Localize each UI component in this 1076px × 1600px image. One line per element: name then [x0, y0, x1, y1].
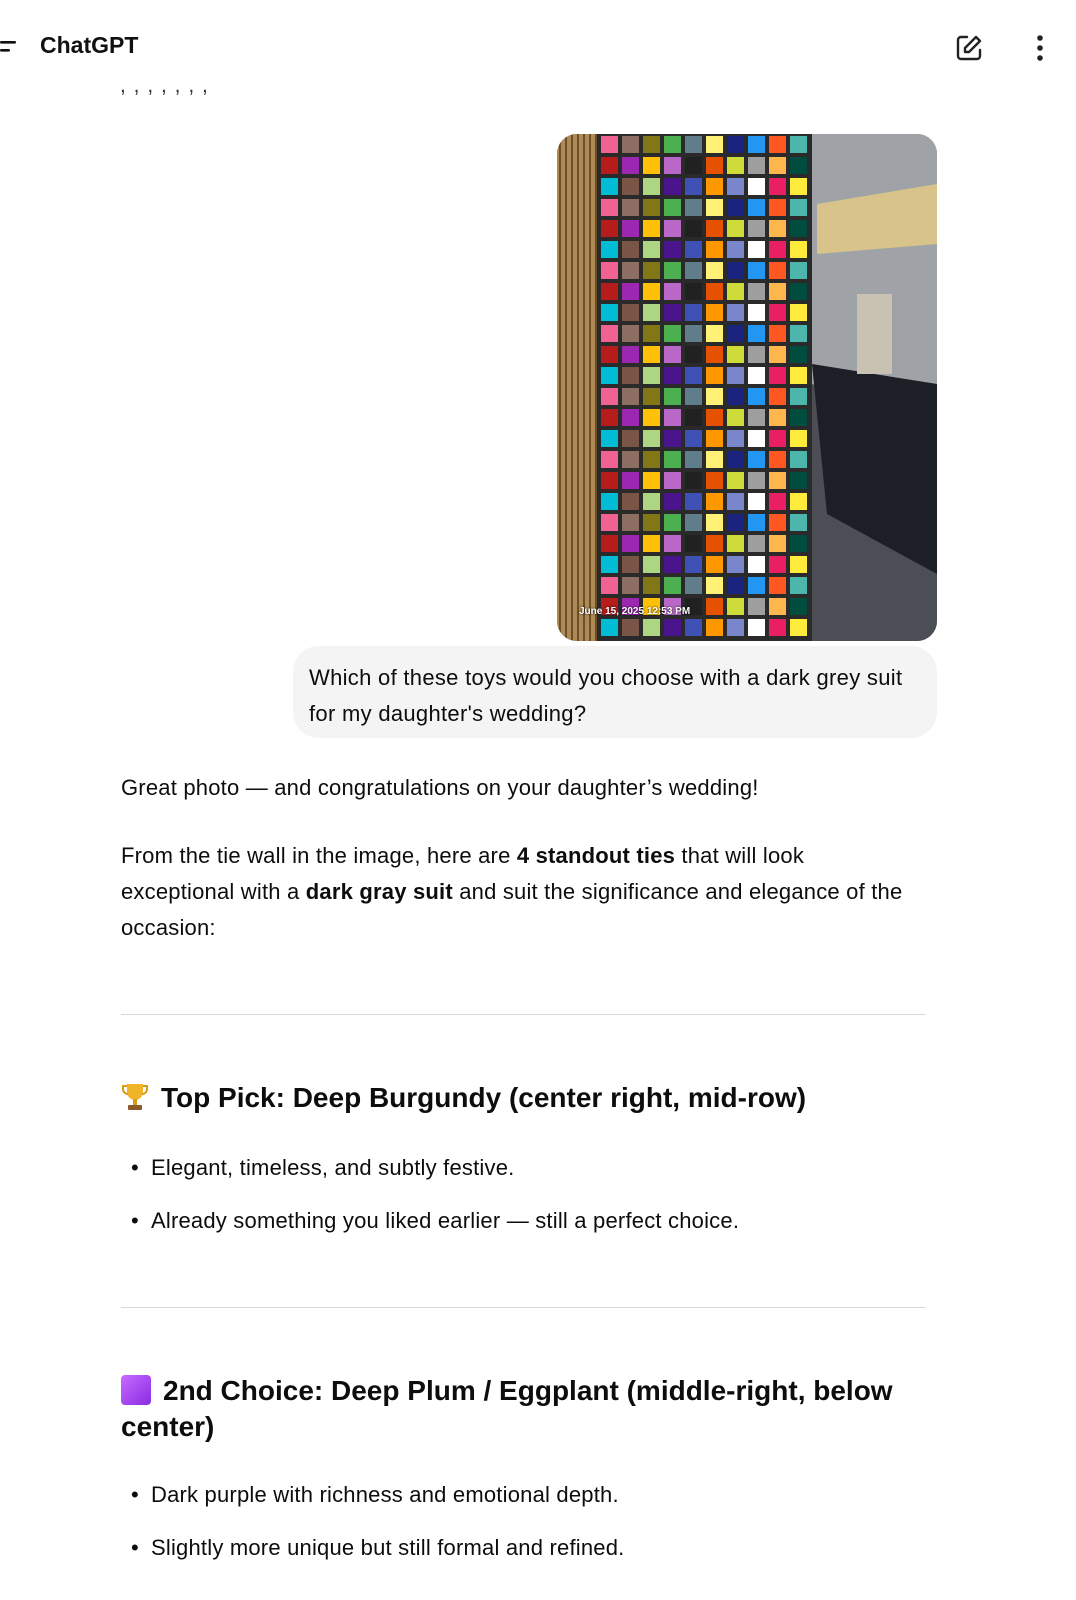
tie-cubby [622, 577, 639, 594]
tie-cubby [727, 178, 744, 195]
tie-cubby [727, 556, 744, 573]
tie-cubby [727, 577, 744, 594]
tie-cubby [727, 325, 744, 342]
tie-cubby [727, 493, 744, 510]
tie-cubby [664, 451, 681, 468]
tie-cubby [790, 409, 807, 426]
tie-cubby [748, 178, 765, 195]
tie-cubby [643, 514, 660, 531]
tie-cubby [685, 577, 702, 594]
tie-cubby [685, 409, 702, 426]
tie-cubby [664, 388, 681, 405]
tie-cubby [727, 535, 744, 552]
tie-cubby [643, 472, 660, 489]
tie-cubby [664, 220, 681, 237]
tie-cubby [769, 178, 786, 195]
tie-cubby [727, 451, 744, 468]
tie-cubby [685, 199, 702, 216]
more-vertical-icon[interactable] [1034, 33, 1046, 63]
tie-cubby [790, 199, 807, 216]
tie-cubby [601, 430, 618, 447]
tie-cubby [664, 556, 681, 573]
tie-cubby [769, 367, 786, 384]
list-item: • Dark purple with richness and emotional depth. [121, 1477, 921, 1530]
tie-cubby [622, 619, 639, 636]
tie-cubby [706, 304, 723, 321]
tie-cubby [706, 472, 723, 489]
tie-cubby [622, 262, 639, 279]
tie-cubby [790, 262, 807, 279]
tie-cubby [727, 199, 744, 216]
tie-cubby [643, 619, 660, 636]
tie-cubby [727, 157, 744, 174]
tie-cubby [685, 283, 702, 300]
tie-cubby [748, 157, 765, 174]
tie-cubby [790, 514, 807, 531]
tie-cubby [706, 136, 723, 153]
tie-cubby [790, 430, 807, 447]
tie-cubby [601, 367, 618, 384]
tie-cubby [727, 283, 744, 300]
reply-paragraph-end: and suit the significance and elegance of the occasion: [121, 879, 903, 940]
tie-cubby [748, 241, 765, 258]
tie-cubby [727, 241, 744, 258]
tie-cubby [622, 472, 639, 489]
tie-cubby [790, 535, 807, 552]
tie-cubby [601, 514, 618, 531]
tie-cubby [727, 619, 744, 636]
tie-cubby [643, 451, 660, 468]
tie-cubby [706, 178, 723, 195]
tie-cubby [790, 241, 807, 258]
tie-cubby [643, 136, 660, 153]
tie-cubby [685, 472, 702, 489]
tie-cubby [643, 283, 660, 300]
tie-cubby [706, 199, 723, 216]
tie-cubby [664, 430, 681, 447]
tie-cubby [790, 493, 807, 510]
tie-cubby [748, 367, 765, 384]
tie-cubby [790, 136, 807, 153]
tie-cubby [601, 556, 618, 573]
tie-cubby [643, 304, 660, 321]
tie-cubby [706, 451, 723, 468]
tie-cubby [601, 535, 618, 552]
tie-cubby [790, 598, 807, 615]
tie-cubby [790, 304, 807, 321]
tie-cubby [748, 430, 765, 447]
tie-cubby [685, 556, 702, 573]
tie-cubby [706, 157, 723, 174]
tie-cubby [706, 241, 723, 258]
tie-cubby [748, 619, 765, 636]
tie-cubby [664, 409, 681, 426]
tie-cubby [643, 367, 660, 384]
tie-cubby [769, 598, 786, 615]
tie-cubby [622, 451, 639, 468]
tie-cubby [706, 556, 723, 573]
tie-cubby [685, 262, 702, 279]
tie-cubby [622, 535, 639, 552]
tie-cubby [748, 220, 765, 237]
tie-cubby [685, 388, 702, 405]
tie-cubby [685, 493, 702, 510]
tie-cubby [685, 241, 702, 258]
tie-cubby [664, 346, 681, 363]
new-chat-edit-icon[interactable] [954, 33, 984, 63]
tie-cubby [601, 199, 618, 216]
tie-cubby [601, 388, 618, 405]
tie-cubby [664, 514, 681, 531]
tie-cubby [685, 304, 702, 321]
tie-cubby [643, 535, 660, 552]
tie-cubby [748, 199, 765, 216]
tie-cubby [601, 346, 618, 363]
reply-paragraph-mid: that will look exceptional with a [121, 843, 805, 904]
tie-cubby [706, 619, 723, 636]
tie-cubby [601, 262, 618, 279]
reply-paragraph [121, 838, 921, 946]
tie-cubby [622, 388, 639, 405]
tie-cubby [790, 619, 807, 636]
tie-cubby [769, 514, 786, 531]
tie-cubby [706, 346, 723, 363]
tie-cubby [748, 409, 765, 426]
tie-cubby [664, 199, 681, 216]
tie-cubby [748, 451, 765, 468]
tie-cubby [727, 472, 744, 489]
scrolled-previous-text: , , , , , , , [120, 74, 209, 96]
tie-cubby [790, 157, 807, 174]
tie-cubby [622, 157, 639, 174]
tie-cubby [643, 430, 660, 447]
tie-cubby [601, 409, 618, 426]
tie-cubby [727, 409, 744, 426]
tie-cubby [748, 577, 765, 594]
tie-cubby [601, 136, 618, 153]
tie-cubby [769, 409, 786, 426]
menu-icon[interactable] [0, 38, 18, 58]
tie-cubby [622, 430, 639, 447]
tie-cubby [664, 619, 681, 636]
photo-timestamp: June 15, 2025 12:53 PM [579, 606, 691, 617]
tie-cubby [769, 241, 786, 258]
tie-cubby [790, 556, 807, 573]
tie-cubby [601, 619, 618, 636]
tie-cubby [727, 367, 744, 384]
reply-paragraph-bold-suit: dark gray suit [305, 879, 453, 904]
tie-cubby [622, 283, 639, 300]
tie-cubby [643, 409, 660, 426]
tie-cubby [748, 493, 765, 510]
tie-cubby [769, 472, 786, 489]
tie-cubby [685, 451, 702, 468]
tie-cubby [622, 304, 639, 321]
tie-cubby [643, 157, 660, 174]
tie-cubby [769, 451, 786, 468]
tie-cubby [748, 283, 765, 300]
tie-cubby [685, 220, 702, 237]
tie-cubby [685, 535, 702, 552]
tie-cubby [727, 346, 744, 363]
tie-cubby [664, 136, 681, 153]
tie-cubby [664, 472, 681, 489]
tie-cubby [664, 262, 681, 279]
tie-cubby [685, 136, 702, 153]
tie-cubby [664, 304, 681, 321]
tie-cubby [622, 325, 639, 342]
section-heading-text: Top Pick: Deep Burgundy (center right, mid-row) [161, 1082, 807, 1113]
tie-cubby [769, 325, 786, 342]
tie-cubby [790, 577, 807, 594]
tie-cubby [685, 157, 702, 174]
tie-cubby [601, 157, 618, 174]
tie-cubby [769, 304, 786, 321]
tie-cubby [685, 619, 702, 636]
tie-cubby [769, 157, 786, 174]
tie-cubby [622, 241, 639, 258]
tie-cubby [769, 556, 786, 573]
tie-cubby [643, 325, 660, 342]
tie-cubby [769, 619, 786, 636]
tie-wall-image [557, 134, 937, 641]
tie-cubby [601, 451, 618, 468]
tie-cubby [622, 346, 639, 363]
top-pick-bullets [121, 1150, 921, 1256]
tie-cubby [601, 577, 618, 594]
tie-cubby [706, 493, 723, 510]
tie-cubby [769, 346, 786, 363]
tie-cubby [706, 325, 723, 342]
tie-cubby [664, 283, 681, 300]
tie-cubby [685, 367, 702, 384]
reply-intro: Great photo — and congratulations on your daughter’s wedding! [121, 775, 759, 800]
user-message-bubble: Which of these toys would you choose with a dark grey suit for my daughter's wedding? [293, 646, 937, 738]
tie-cubby [727, 598, 744, 615]
tie-cubby [706, 430, 723, 447]
tie-cubby [622, 178, 639, 195]
tie-cubby [727, 430, 744, 447]
tie-cubby [601, 178, 618, 195]
tie-cubby [601, 493, 618, 510]
tie-cubby [769, 262, 786, 279]
divider [121, 1307, 926, 1308]
second-choice-bullets [121, 1477, 921, 1583]
tie-cubby [769, 388, 786, 405]
tie-cubby [769, 493, 786, 510]
tie-cubby [664, 535, 681, 552]
tie-cubby [643, 493, 660, 510]
tie-cubby [727, 388, 744, 405]
tie-cubby [748, 325, 765, 342]
tie-cubby [601, 304, 618, 321]
tie-cubby [790, 220, 807, 237]
tie-cubby [727, 262, 744, 279]
tie-cubby [622, 136, 639, 153]
tie-cubby [664, 325, 681, 342]
tie-cubby [601, 241, 618, 258]
tie-cubby [685, 514, 702, 531]
reply-paragraph-bold-ties: 4 standout ties [516, 843, 676, 868]
tie-cubby [643, 220, 660, 237]
tie-cubby [790, 325, 807, 342]
tie-cubby [622, 556, 639, 573]
tie-cubby [727, 220, 744, 237]
tie-cubby [748, 535, 765, 552]
tie-cubby [664, 241, 681, 258]
tie-cubby [622, 514, 639, 531]
tie-cubby [748, 472, 765, 489]
tie-cubby [790, 178, 807, 195]
tie-cubby [643, 262, 660, 279]
tie-cubby [790, 472, 807, 489]
tie-cubby [706, 598, 723, 615]
tie-cubby [769, 136, 786, 153]
tie-cubby [622, 409, 639, 426]
tie-cubby [727, 514, 744, 531]
app-title[interactable]: ChatGPT [40, 32, 139, 58]
list-item: • Already something you liked earlier — still a perfect choice. [121, 1203, 921, 1256]
tie-cubby [601, 283, 618, 300]
tie-cubby [748, 262, 765, 279]
section-heading-top-pick [121, 1080, 931, 1116]
tie-cubby [622, 220, 639, 237]
tie-cubby [706, 535, 723, 552]
tie-cubby [664, 178, 681, 195]
section-heading-second-choice [121, 1373, 931, 1445]
tie-cubby [706, 367, 723, 384]
list-item: • Slightly more unique but still formal and refined. [121, 1530, 921, 1583]
tie-cubby [790, 367, 807, 384]
tie-cubby [622, 493, 639, 510]
tie-cubby [769, 430, 786, 447]
tie-cubby [790, 451, 807, 468]
tie-cubby [706, 220, 723, 237]
tie-cubby [643, 388, 660, 405]
purple-square-icon [121, 1375, 151, 1405]
tie-cubby [685, 430, 702, 447]
tie-cubby [643, 199, 660, 216]
tie-cubby [748, 304, 765, 321]
tie-cubby [664, 367, 681, 384]
trophy-icon [121, 1082, 149, 1112]
tie-cubby [643, 556, 660, 573]
tie-cubby [706, 388, 723, 405]
tie-cubby [706, 409, 723, 426]
tie-cubby [748, 598, 765, 615]
tie-cubby [622, 367, 639, 384]
tie-cubby [664, 493, 681, 510]
tie-cubby [769, 199, 786, 216]
tie-cubby [748, 388, 765, 405]
tie-cubby [769, 220, 786, 237]
tie-cubby [685, 325, 702, 342]
section-heading-text: 2nd Choice: Deep Plum / Eggplant (middle-right, below center) [121, 1375, 893, 1442]
tie-cubby [790, 388, 807, 405]
uploaded-tie-wall-photo[interactable] [557, 134, 937, 641]
tie-cubby [748, 136, 765, 153]
tie-cubby [748, 346, 765, 363]
tie-cubby [685, 346, 702, 363]
tie-cubby [643, 577, 660, 594]
tie-cubby [664, 577, 681, 594]
tie-cubby [727, 304, 744, 321]
tie-cubby [643, 241, 660, 258]
tie-cubby [727, 136, 744, 153]
tie-cubby [769, 577, 786, 594]
tie-cubby [601, 325, 618, 342]
tie-cubby [706, 283, 723, 300]
tie-cubby [706, 577, 723, 594]
tie-cubby [706, 514, 723, 531]
tie-cubby [790, 283, 807, 300]
tie-cubby [706, 262, 723, 279]
tie-cubby [643, 178, 660, 195]
reply-paragraph-start: From the tie wall in the image, here are [121, 843, 517, 868]
list-item: • Elegant, timeless, and subtly festive. [121, 1150, 921, 1203]
tie-cubby [748, 514, 765, 531]
tie-cubby [790, 346, 807, 363]
tie-cubby [685, 178, 702, 195]
tie-cubby [664, 157, 681, 174]
tie-cubby [601, 472, 618, 489]
tie-cubby [748, 556, 765, 573]
tie-cubby [769, 283, 786, 300]
divider [121, 1014, 926, 1015]
tie-cubby [622, 199, 639, 216]
tie-cubby [643, 346, 660, 363]
tie-cubby [601, 220, 618, 237]
tie-cubby [769, 535, 786, 552]
